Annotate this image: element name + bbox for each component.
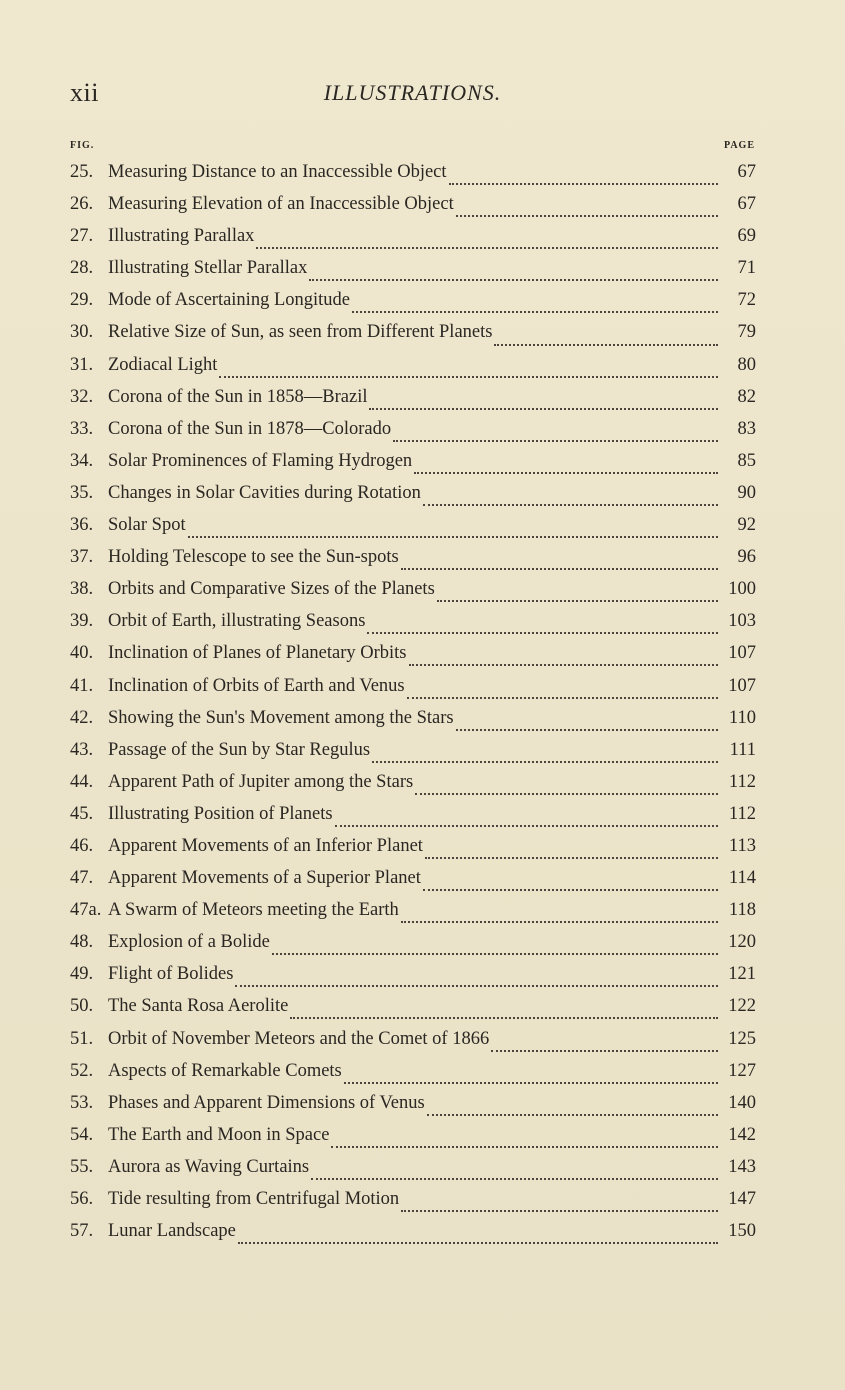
figure-number: 55. [70, 1156, 94, 1177]
list-item [70, 547, 756, 579]
dot-leader [256, 247, 718, 249]
figure-number: 27. [70, 226, 94, 247]
list-item [70, 676, 756, 708]
dot-leader [437, 600, 718, 602]
list-item [70, 804, 756, 836]
dot-leader [393, 440, 718, 442]
page-reference: 121 [728, 964, 756, 985]
dot-leader [456, 215, 718, 217]
dot-leader [425, 857, 718, 859]
figure-title: Changes in Solar Cavities during Rotation [108, 482, 421, 503]
figure-title: Mode of Ascertaining Longitude [108, 290, 350, 311]
list-item [70, 387, 756, 419]
figure-title: The Earth and Moon in Space [108, 1124, 330, 1145]
page-reference: 127 [728, 1060, 756, 1081]
figure-title: Holding Telescope to see the Sun-spots [108, 547, 399, 568]
page-reference: 118 [728, 900, 756, 921]
list-item [70, 515, 756, 547]
page-reference: 140 [728, 1092, 756, 1113]
page-reference: 85 [737, 450, 756, 471]
dot-leader [407, 697, 718, 699]
figure-title: Apparent Movements of a Superior Planet [108, 868, 421, 889]
list-item [70, 611, 756, 643]
dot-leader [427, 1114, 718, 1116]
page-reference: 111 [729, 739, 756, 760]
figure-title: Zodiacal Light [108, 354, 218, 375]
dot-leader [491, 1050, 718, 1052]
figure-title: Orbit of Earth, illustrating Seasons [108, 611, 366, 632]
list-item [70, 290, 756, 322]
figure-number: 47a. [70, 900, 102, 921]
list-item [70, 419, 756, 451]
dot-leader [449, 183, 718, 185]
page-reference: 67 [737, 162, 756, 182]
list-item [70, 355, 756, 387]
list-item [70, 1221, 756, 1253]
list-item [70, 226, 756, 258]
dot-leader [272, 953, 718, 955]
figure-number: 33. [70, 418, 94, 439]
figure-title: Flight of Bolides [108, 964, 234, 985]
figure-number: 38. [70, 579, 94, 600]
dot-leader [409, 664, 718, 666]
page-reference: 83 [737, 418, 756, 439]
page-reference: 142 [728, 1124, 756, 1145]
dot-leader [414, 472, 718, 474]
figure-title: A Swarm of Meteors meeting the Earth [108, 900, 399, 921]
page-reference: 150 [728, 1221, 756, 1242]
figure-title: Illustrating Parallax [108, 226, 255, 247]
figure-title: Showing the Sun's Movement among the Stars [108, 707, 454, 728]
figure-title: Solar Prominences of Flaming Hydrogen [108, 450, 413, 471]
page-reference: 110 [728, 707, 756, 728]
figure-number: 50. [70, 996, 94, 1017]
dot-leader [344, 1082, 718, 1084]
figure-number: 36. [70, 515, 94, 536]
dot-leader [423, 504, 718, 506]
fig-column-heading: FIG. [70, 140, 95, 151]
figure-number: 37. [70, 547, 94, 568]
figure-number: 53. [70, 1092, 94, 1113]
figure-number: 56. [70, 1189, 94, 1209]
figure-number: 43. [70, 739, 94, 760]
running-title: ILLUSTRATIONS. [323, 80, 502, 105]
list-item [70, 643, 756, 675]
figure-title: Corona of the Sun in 1858—Brazil [108, 386, 368, 407]
figure-title: Measuring Distance to an Inaccessible Object [108, 162, 447, 182]
figure-number: 44. [70, 771, 94, 792]
figure-number: 25. [70, 162, 94, 182]
figure-number: 42. [70, 707, 94, 728]
dot-leader [369, 408, 718, 410]
list-item [70, 258, 756, 290]
dot-leader [238, 1242, 718, 1244]
page-reference: 122 [728, 996, 756, 1017]
list-item [70, 322, 756, 354]
figure-number: 35. [70, 482, 94, 503]
page-reference: 79 [737, 322, 756, 343]
page-number: xii [70, 78, 99, 107]
dot-leader [401, 1210, 718, 1212]
figure-number: 48. [70, 932, 94, 953]
dot-leader [290, 1017, 718, 1019]
dot-leader [311, 1178, 718, 1180]
figure-number: 51. [70, 1028, 94, 1049]
figure-title: The Santa Rosa Aerolite [108, 996, 289, 1017]
figure-title: Corona of the Sun in 1878—Colorado [108, 418, 392, 439]
list-item [70, 1061, 756, 1093]
figure-number: 29. [70, 290, 94, 311]
figure-number: 26. [70, 194, 94, 215]
dot-leader [235, 985, 718, 987]
dot-leader [219, 376, 718, 378]
list-item [70, 836, 756, 868]
page-reference: 114 [728, 868, 756, 889]
figure-title: Solar Spot [108, 515, 186, 536]
figure-title: Tide resulting from Centrifugal Motion [108, 1189, 400, 1209]
figure-title: Orbits and Comparative Sizes of the Planets [108, 579, 435, 600]
figure-title: Relative Size of Sun, as seen from Different Planets [108, 322, 493, 343]
list-item [70, 708, 756, 740]
figure-title: Phases and Apparent Dimensions of Venus [108, 1092, 425, 1113]
dot-leader [367, 632, 718, 634]
page-reference: 72 [737, 290, 756, 311]
figure-title: Passage of the Sun by Star Regulus [108, 739, 371, 760]
figure-number: 49. [70, 964, 94, 985]
figure-number: 41. [70, 675, 94, 696]
dot-leader [456, 729, 718, 731]
page-reference: 125 [728, 1028, 756, 1049]
dot-leader [309, 279, 718, 281]
list-item [70, 900, 756, 932]
figure-number: 52. [70, 1060, 94, 1081]
figure-number: 54. [70, 1124, 94, 1145]
list-item [70, 1189, 756, 1221]
figure-title: Measuring Elevation of an Inaccessible Object [108, 194, 454, 215]
figure-number: 34. [70, 450, 94, 471]
figure-title: Explosion of a Bolide [108, 932, 270, 953]
dot-leader [188, 536, 718, 538]
page-reference: 113 [728, 835, 756, 856]
figure-title: Illustrating Position of Planets [108, 803, 333, 824]
page-header [70, 78, 755, 114]
list-item [70, 451, 756, 483]
dot-leader [423, 889, 718, 891]
list-item [70, 772, 756, 804]
list-item [70, 162, 756, 194]
dot-leader [352, 311, 718, 313]
page-reference: 82 [737, 386, 756, 407]
page-reference: 143 [728, 1156, 756, 1177]
figure-number: 30. [70, 322, 94, 343]
figure-title: Apparent Movements of an Inferior Planet [108, 835, 423, 856]
page-reference: 107 [728, 643, 756, 664]
figure-title: Inclination of Planes of Planetary Orbits [108, 643, 407, 664]
page-reference: 147 [728, 1189, 756, 1209]
dot-leader [331, 1146, 718, 1148]
dot-leader [401, 568, 718, 570]
list-item [70, 1029, 756, 1061]
page-reference: 67 [737, 194, 756, 215]
page-reference: 112 [728, 803, 756, 824]
figure-number: 57. [70, 1221, 94, 1242]
figure-title: Inclination of Orbits of Earth and Venus [108, 675, 405, 696]
list-item [70, 932, 756, 964]
figure-number: 40. [70, 643, 94, 664]
list-item [70, 1157, 756, 1189]
figure-number: 39. [70, 611, 94, 632]
page-reference: 90 [737, 482, 756, 503]
page-column-heading: PAGE [723, 140, 755, 151]
figure-title: Orbit of November Meteors and the Comet of 1866 [108, 1028, 490, 1049]
figure-title: Illustrating Stellar Parallax [108, 258, 308, 279]
dot-leader [415, 793, 718, 795]
page-reference: 112 [728, 771, 756, 792]
column-headings [70, 140, 755, 154]
page-reference: 92 [737, 515, 756, 536]
list-item [70, 996, 756, 1028]
figure-number: 45. [70, 803, 94, 824]
figure-number: 31. [70, 354, 94, 375]
dot-leader [335, 825, 718, 827]
figure-number: 28. [70, 258, 94, 279]
page-reference: 107 [728, 675, 756, 696]
page-reference: 96 [737, 547, 756, 568]
list-item [70, 964, 756, 996]
figure-number: 32. [70, 386, 94, 407]
page-reference: 71 [737, 258, 756, 279]
page-reference: 103 [728, 611, 756, 632]
list-item [70, 579, 756, 611]
page-reference: 69 [737, 226, 756, 247]
figure-title: Lunar Landscape [108, 1221, 236, 1242]
page-reference: 120 [728, 932, 756, 953]
list-item [70, 194, 756, 226]
dot-leader [372, 761, 718, 763]
figure-number: 47. [70, 868, 94, 889]
page-reference: 80 [737, 354, 756, 375]
page-reference: 100 [728, 579, 756, 600]
list-item [70, 868, 756, 900]
dot-leader [401, 921, 718, 923]
list-item [70, 483, 756, 515]
figure-number: 46. [70, 835, 94, 856]
figure-title: Aurora as Waving Curtains [108, 1156, 310, 1177]
figure-title: Apparent Path of Jupiter among the Stars [108, 771, 414, 792]
list-item [70, 1125, 756, 1157]
dot-leader [494, 344, 718, 346]
illustrations-list [70, 162, 756, 1253]
list-item [70, 740, 756, 772]
figure-title: Aspects of Remarkable Comets [108, 1060, 342, 1081]
list-item [70, 1093, 756, 1125]
